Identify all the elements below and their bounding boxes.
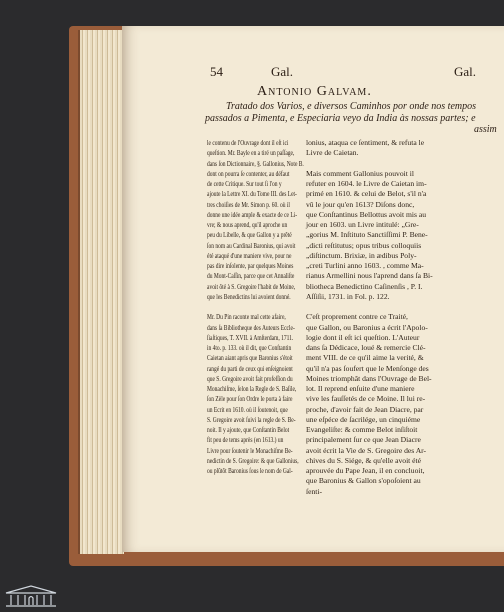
- text-line: ſenti-: [306, 486, 323, 496]
- text-line: primé en 1610. & celui de Belot, s'il n'a: [306, 189, 427, 199]
- text-line: aprouvée du Pape Jean, il en concluoit,: [306, 466, 425, 475]
- text-line: logie dont il eſt ici queſtion. L'Auteur: [306, 332, 420, 342]
- text-line: „diſtinctum. Brixiæ, in ædibus Poly-: [306, 250, 417, 260]
- text-line: vre; & nous aprend, qu'il aproche un: [207, 220, 288, 229]
- entry-title: Antonio Galvam.: [257, 84, 372, 99]
- text-line: donne une idée ample & exacte de ce Li-: [207, 209, 298, 219]
- text-line: C'eſt proprement contre ce Traité,: [306, 312, 408, 322]
- text-line: chives du S. Siége, & qu'elle avoit été: [306, 455, 422, 465]
- text-line: qu'il n'a pas ſoufert que le Menſonge des: [306, 363, 429, 373]
- text-line: principalement ſur ce que Jean Diacre: [306, 435, 421, 445]
- text-line: une eſpéce de ſacrilége, un cinquiéme: [306, 414, 421, 424]
- text-line: que les Benedictins lui avoient donné.: [207, 291, 291, 301]
- text-line: Aſſiſii, 1731. in Fol. p. 122.: [306, 291, 390, 301]
- entry-subtitle-line-2: passados a Pimenta, e Especiaria veyo da India às nossas partes; e: [205, 113, 476, 124]
- text-line: Livre pour ſoutenir le Monachiſme Be-: [207, 445, 293, 455]
- page-number: 54: [210, 64, 223, 79]
- entry-subtitle-line-3: assim: [474, 124, 497, 135]
- text-line: [306, 159, 433, 169]
- text-line: [306, 302, 433, 312]
- text-line: Mr. Du Pin raconte mal cette afaire,: [207, 312, 286, 322]
- text-line: avoit ôté à S. Gregoire l'habit de Moine,: [207, 281, 296, 291]
- text-line: rianus Armellini nous l'aprend dans ſa Bi-: [306, 271, 433, 281]
- text-line: dans ſa Dédicace, loué & remercie Clé-: [306, 343, 426, 352]
- text-line: queſtion. Mr. Bayle en a tiré un paſſage,: [207, 148, 295, 158]
- text-line: de cette Critique. Sur tout ſi l'on y: [207, 179, 282, 188]
- text-line: ſiaſtiques, T. XVII. à Amſterdam, 1711.: [207, 332, 294, 342]
- text-line: Mais comment Gallonius pouvoit il: [306, 168, 414, 178]
- text-line: vive les fauſſetés de ce Moine. Il lui re-: [306, 394, 426, 404]
- page-edges: [78, 30, 124, 554]
- text-line: lonius, ataqua ce ſentiment, & refuta le: [306, 138, 425, 147]
- text-line: bliotheca Benedictino Caſinenſis , P. I.: [306, 281, 423, 291]
- text-line: avoit écrit la Vie de S. Gregoire des Ar-: [306, 445, 427, 455]
- running-head-left: Gal.: [271, 64, 294, 79]
- text-line: peu du Libelle, & que Gallon y a prêté: [207, 230, 292, 240]
- text-line: ajoute la Lettre XI. du Tome III. des Let-: [207, 189, 297, 199]
- text-line: ou plûtôt Baronius ſous le nom de Gal-: [207, 466, 293, 475]
- text-line: du Mont-Caſſin, parce que cet Annaliſte: [207, 271, 295, 281]
- text-line: „gorius M. Inſtituto Sanctiſſimi P. Bene-: [306, 230, 428, 240]
- text-line: Moines triomphât dans l'Ouvrage de Bel-: [306, 373, 432, 383]
- text-line: in 4to. p. 133. où il dit, que Conſtantin: [207, 343, 292, 352]
- text-line: ment VIII. de ce qu'il aime la verité, &: [306, 353, 424, 363]
- text-line: rangé du parti de ceux qui enſeignoient: [207, 363, 293, 373]
- text-line: Monachiſme, ſelon la Regle de S. Baſile,: [207, 384, 297, 393]
- text-line: pas dire inſolente, par quelques Moines: [207, 261, 294, 270]
- text-line: le contenu de l'Ouvrage dont il eſt ici: [207, 138, 289, 147]
- library-building-icon: [2, 584, 60, 608]
- text-line: [207, 302, 304, 312]
- text-line: „creti Turlini anno 1603. , comme Ma-: [306, 261, 424, 270]
- text-line: „dicti reſtitutus; opus tribus colloquiis: [306, 240, 422, 250]
- text-line: que Baronius & Gallon s'opoſoient au: [306, 476, 421, 486]
- text-line: dans ſon Dictionnaire, §. Gallonius, Note B.: [207, 158, 304, 168]
- text-line: proche, d'avoir fait de Jean Diacre, par: [306, 404, 424, 414]
- entry-subtitle-line-1: Tratado dos Varios, e diversos Caminhos por onde nos tempos: [226, 101, 477, 112]
- text-line: que S. Gregoire avoit fait profeſſion du: [207, 373, 293, 383]
- library-logo: [2, 584, 60, 610]
- text-line: Livre de Caietan.: [306, 148, 359, 158]
- text-line: ſon Zèle pour ſon Ordre le porta à faire: [207, 394, 293, 404]
- text-line: Evangeliſte: & comme Belot inſiſtoit: [306, 425, 418, 434]
- text-line: S. Gregoire avoit ſuivi la regle de S. Be-: [207, 414, 296, 424]
- text-line: noit. Il y ajoute, que Conſtantin Belot: [207, 425, 290, 434]
- text-line: un Ecrit en 1610. où il ſoutenoit, que: [207, 404, 288, 414]
- text-line: tres choiſies de Mr. Simon p. 60. où il: [207, 199, 290, 209]
- running-head-right: Gal.: [454, 64, 477, 79]
- text-line: lot. Il reprend enſuite d'une maniere: [306, 384, 415, 393]
- text-line: fit peu de tems après (en 1613.) un: [207, 435, 284, 445]
- text-line: jour en 1603. un Livre intitulé: „Gre-: [306, 220, 419, 229]
- text-line: refuter en 1604. le Livre de Caietan im-: [306, 179, 427, 188]
- text-line: dont on pourra ſe contenter, au défaut: [207, 168, 290, 178]
- text-line: ſon nom au Cardinal Baronius, qui avoit: [207, 240, 296, 250]
- text-line: que Gallon, ou Baronius a écrit l'Apolo-: [306, 322, 428, 332]
- text-line: vû le jour qu'en 1613? Diſons donc,: [306, 199, 415, 209]
- text-line: Caietan aiant apris que Baronius s'étoit: [207, 353, 293, 363]
- text-line: nedictin de S. Gregoire: & que Gallonius,: [207, 455, 299, 465]
- right-column: [306, 138, 433, 497]
- text-line: été ataqué d'une maniere vive, pour ne: [207, 250, 292, 260]
- text-line: dans ſa Bibliotheque des Auteurs Eccle-: [207, 322, 295, 332]
- text-line: que Conſtantinus Bellottus avoit mis au: [306, 209, 427, 219]
